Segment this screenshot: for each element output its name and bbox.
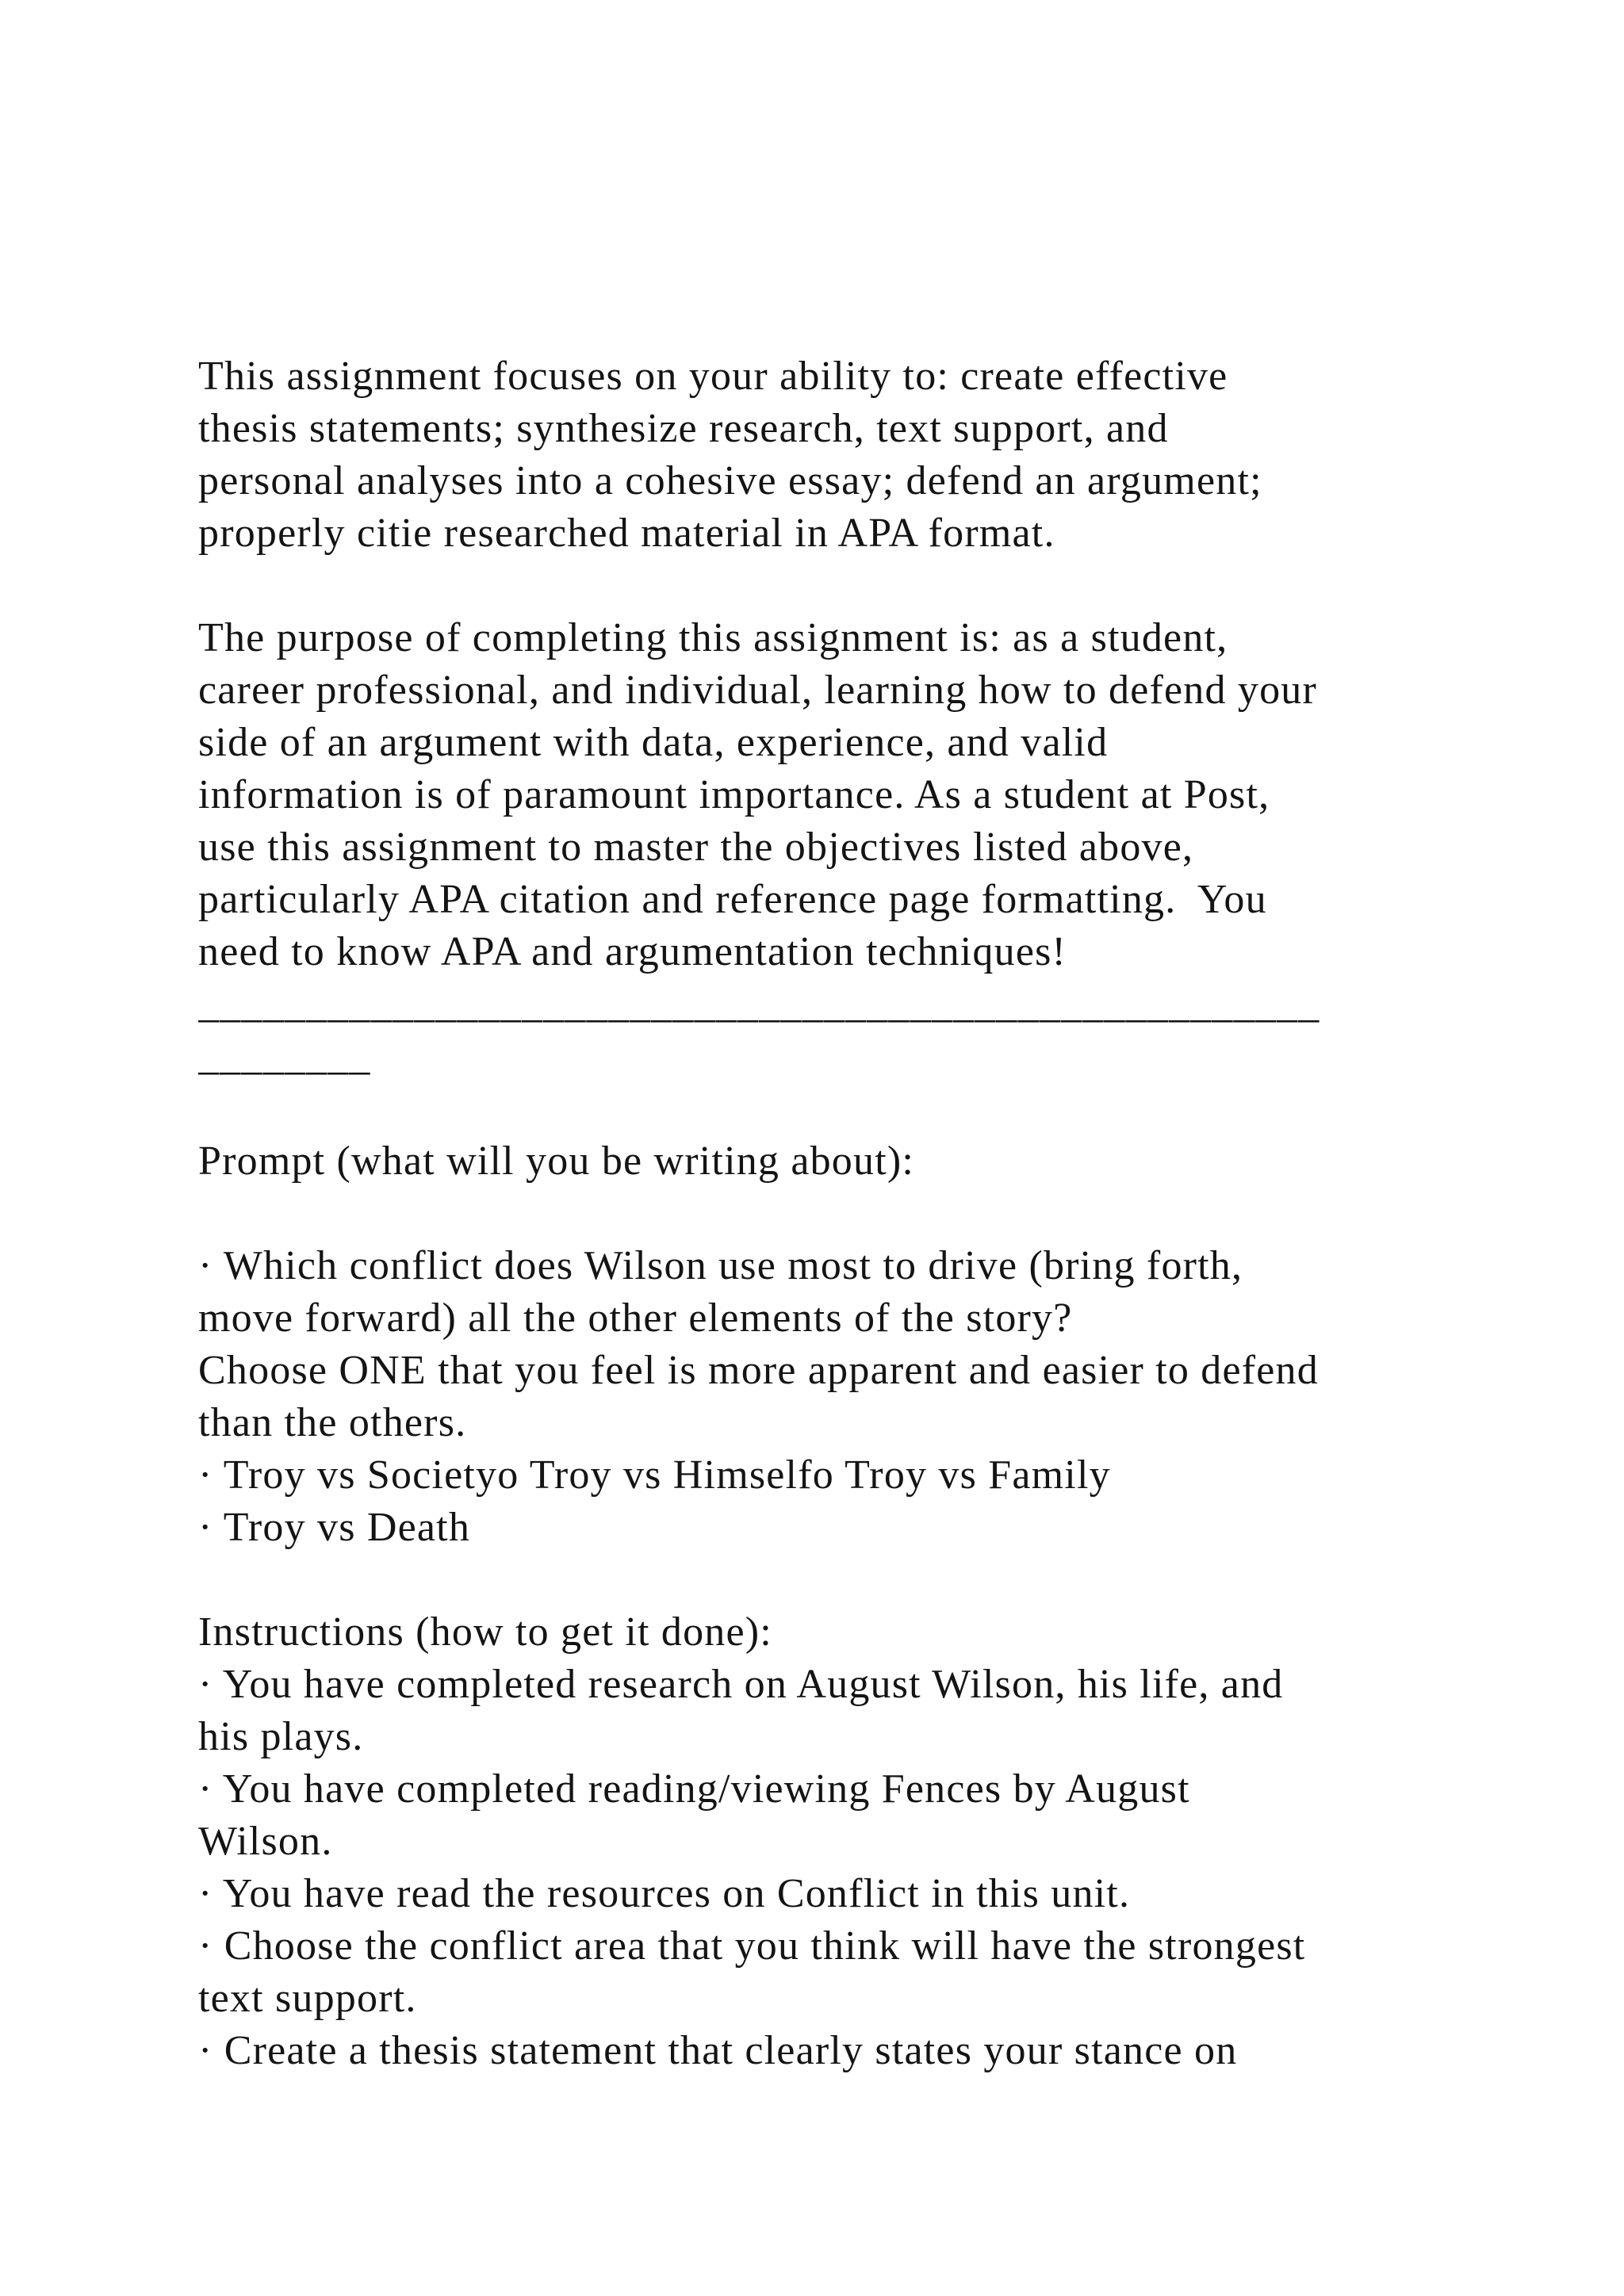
intro-paragraph xyxy=(198,350,1499,560)
paragraph-spacer xyxy=(198,1554,1499,1606)
intro-line: thesis statements; synthesize research, text support, and xyxy=(198,406,1169,451)
purpose-line: need to know APA and argumentation techniques! xyxy=(198,929,1067,974)
paragraph-spacer xyxy=(198,1083,1499,1135)
separator-line-2: ________ xyxy=(198,1034,371,1079)
prompt-heading: Prompt (what will you be writing about): xyxy=(198,1138,915,1184)
instruction-line: Wilson. xyxy=(198,1819,333,1864)
instructions-section xyxy=(198,1606,1499,2077)
prompt-option-line: · Troy vs Death xyxy=(198,1505,471,1550)
paragraph-spacer xyxy=(198,560,1499,612)
prompt-line: than the others. xyxy=(198,1400,467,1445)
prompt-option-line: · Troy vs Societyo Troy vs Himselfo Troy vs Family xyxy=(198,1452,1111,1498)
purpose-line: particularly APA citation and reference page formatting. You xyxy=(198,877,1267,922)
instruction-line: · You have completed research on August Wilson, his life, and xyxy=(198,1662,1284,1707)
purpose-line: information is of paramount importance. As a student at Post, xyxy=(198,772,1270,817)
purpose-paragraph xyxy=(198,612,1499,978)
instruction-line: his plays. xyxy=(198,1714,364,1759)
instruction-line: text support. xyxy=(198,1976,417,2021)
separator-line-1: ____________________________________________________ xyxy=(198,982,1320,1027)
instruction-line: · Choose the conflict area that you think will have the strongest xyxy=(198,1923,1306,1969)
paragraph-spacer xyxy=(198,1188,1499,1240)
purpose-line: use this assignment to master the objectives listed above, xyxy=(198,825,1194,870)
intro-line: This assignment focuses on your ability to: create effective xyxy=(198,354,1228,399)
prompt-line: Choose ONE that you feel is more apparent and easier to defend xyxy=(198,1348,1319,1393)
intro-line: personal analyses into a cohesive essay; defend an argument; xyxy=(198,458,1262,503)
purpose-line: side of an argument with data, experience, and valid xyxy=(198,720,1109,765)
prompt-line: · Which conflict does Wilson use most to drive (bring forth, xyxy=(198,1243,1243,1288)
intro-line: properly citie researched material in APA format. xyxy=(198,511,1055,556)
instruction-line: · Create a thesis statement that clearly states your stance on xyxy=(198,2028,1238,2073)
separator-rule xyxy=(198,978,1499,1083)
instructions-heading: Instructions (how to get it done): xyxy=(198,1609,772,1655)
instruction-line: · You have completed reading/viewing Fences by August xyxy=(198,1766,1190,1812)
document-body xyxy=(198,350,1499,2077)
purpose-line: career professional, and individual, learning how to defend your xyxy=(198,668,1318,713)
prompt-line: move forward) all the other elements of the story? xyxy=(198,1295,1073,1341)
instruction-line: · You have read the resources on Conflict in this unit. xyxy=(198,1871,1131,1916)
prompt-section xyxy=(198,1135,1499,1554)
purpose-line: The purpose of completing this assignment is: as a student, xyxy=(198,615,1228,660)
